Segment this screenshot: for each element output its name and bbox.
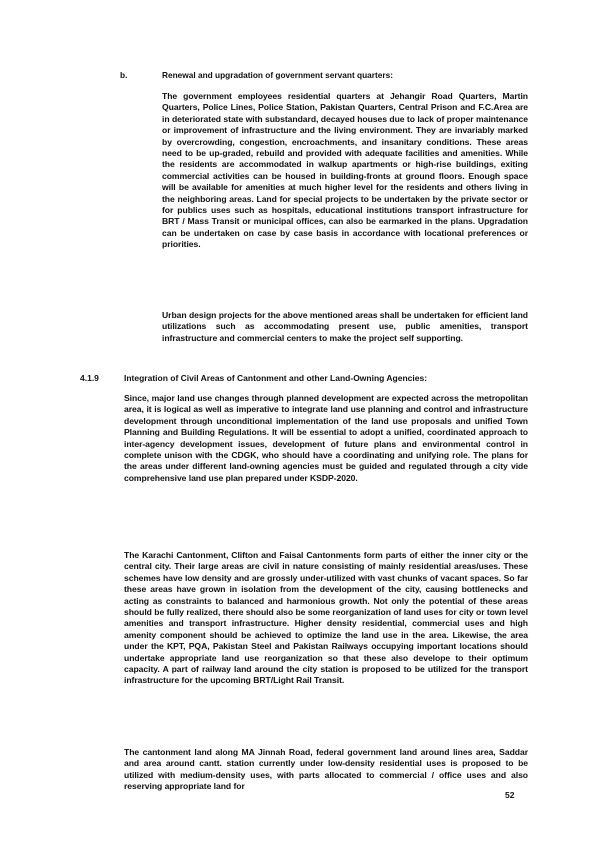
paragraph: The cantonment land along MA Jinnah Road, federal government land around lines area, Saddar and area around cantt. station currently under low-density residential uses is proposed to be utilized with medium-density uses, with parts allocated to commercial / office uses and also reserving appropriate land for xyxy=(124,747,528,792)
page-number: 52 xyxy=(505,790,515,800)
paragraph: The Karachi Cantonment, Clifton and Faisal Cantonments form parts of either the inner city or the central city. Their large areas are civil in nature consisting of mainly residential areas/uses. These schemes have low density and are grossly under-utilized with vast chunks of vacant spaces. So far these areas have grown in isolation from the development of the city, causing bottlenecks and acting as constraints to balanced and harmonious growth. Not only the potential of these areas should be fully realized, there should also be some reorganization of land uses for city or town level amenities and transport infrastructure. Higher density residential, commercial uses and high amenity component should be achieved to optimize the land use in the area. Likewise, the area under the KPT, PQA, Pakistan Steel and Pakistan Railways occupying important locations should undertake appropriate land use reorganization so that these also develope to their optimum capacity. A part of railway land around the city station is proposed to be utilized for the transport infrastructure for the upcoming BRT/Light Rail Transit. xyxy=(124,550,528,686)
paragraph: The government employees residential quarters at Jehangir Road Quarters, Martin Quarters, Police Lines, Police Station, Pakistan Quarters, Central Prison and F.C.Area are in deteriorated state with substandard, decayed houses due to lack of proper maintenance or improvement of infrastructure and the living environment. They are invariably marked by overcrowding, congestion, encroachments, and insanitary conditions. These areas need to be up-graded, rebuild and provided with adequate facilities and amenities. While the residents are accommodated in walkup apartments or high-rise buildings, exiting commercial activities can be housed in building-fronts at ground floors. Enough space will be available for amenities at much higher level for the residents and others living in the neighboring areas. Land for special projects to be undertaken by the private sector or for publics uses such as hospitals, educational institutions transport infrastructure for BRT / Mass Transit or municipal offices, can also be earmarked in the plans. Upgradation can be undertaken on case by case basis in accordance with locational preferences or priorities. xyxy=(162,91,528,250)
paragraph: Urban design projects for the above mentioned areas shall be undertaken for efficient land utilizations such as accommodating present use, public amenities, transport infrastructure and commercial centers to make the project self supporting. xyxy=(162,310,528,343)
subsection-heading: Renewal and upgradation of government servant quarters: xyxy=(162,70,393,80)
section-heading: Integration of Civil Areas of Cantonment and other Land-Owning Agencies: xyxy=(124,373,428,383)
list-marker: b. xyxy=(120,70,128,80)
paragraph: Since, major land use changes through planned development are expected across the metropolitan area, it is logical as well as imperative to integrate land use planning and control and infrastructure development through unconditional implementation of the land use proposals and unified Town Planning and Building Regulations. It will be essential to adopt a unified, coordinated approach to inter-agency development issues, development of future plans and environmental control in complete unison with the CDGK, who should have a coordinating and unifying role. The plans for the areas under different land-owning agencies must be guided and regulated through a city vide comprehensive land use plan prepared under KSDP-2020. xyxy=(124,393,528,483)
section-number: 4.1.9 xyxy=(80,373,99,383)
